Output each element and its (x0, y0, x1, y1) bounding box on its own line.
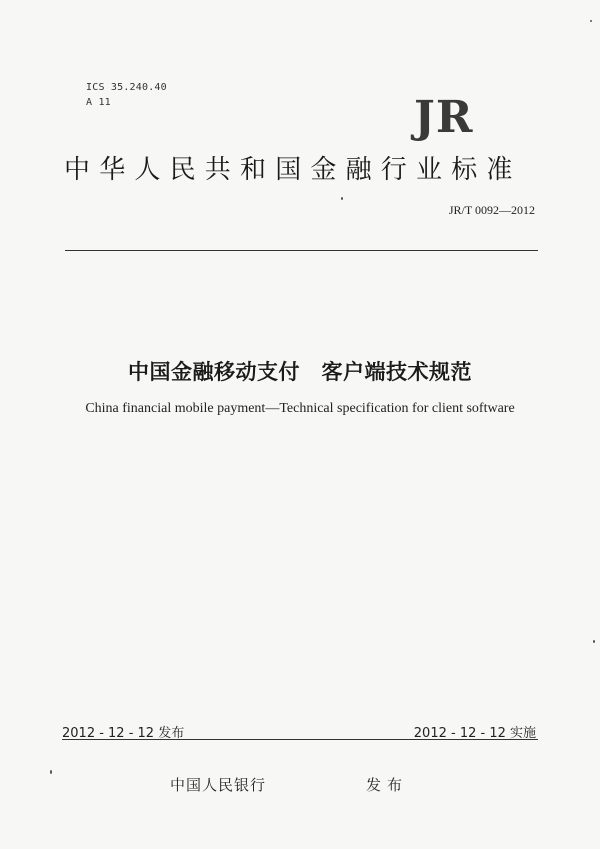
implementation-date: 2012 - 12 - 12 实施 (413, 726, 536, 741)
jr-logo: JR (414, 92, 474, 143)
ccs-code: A 11 (86, 97, 111, 108)
title-english: China financial mobile payment—Technical specification for client software (85, 401, 515, 416)
bottom-divider (62, 739, 538, 740)
scan-speck (590, 20, 592, 22)
publish-label: 发布 (366, 776, 409, 794)
ics-code: ICS 35.240.40 (86, 82, 167, 93)
standard-number: JR/T 0092—2012 (448, 203, 535, 217)
issuer-name: 中国人民银行 (170, 776, 267, 794)
title-chinese: 中国金融移动支付 客户端技术规范 (128, 360, 472, 384)
scan-speck (50, 770, 52, 774)
scan-speck (341, 197, 343, 200)
standard-type-heading: 中华人民共和国金融行业标准 (64, 155, 522, 185)
issue-date: 2012 - 12 - 12 发布 (62, 726, 185, 741)
top-divider (65, 250, 538, 251)
scan-speck (593, 640, 595, 643)
